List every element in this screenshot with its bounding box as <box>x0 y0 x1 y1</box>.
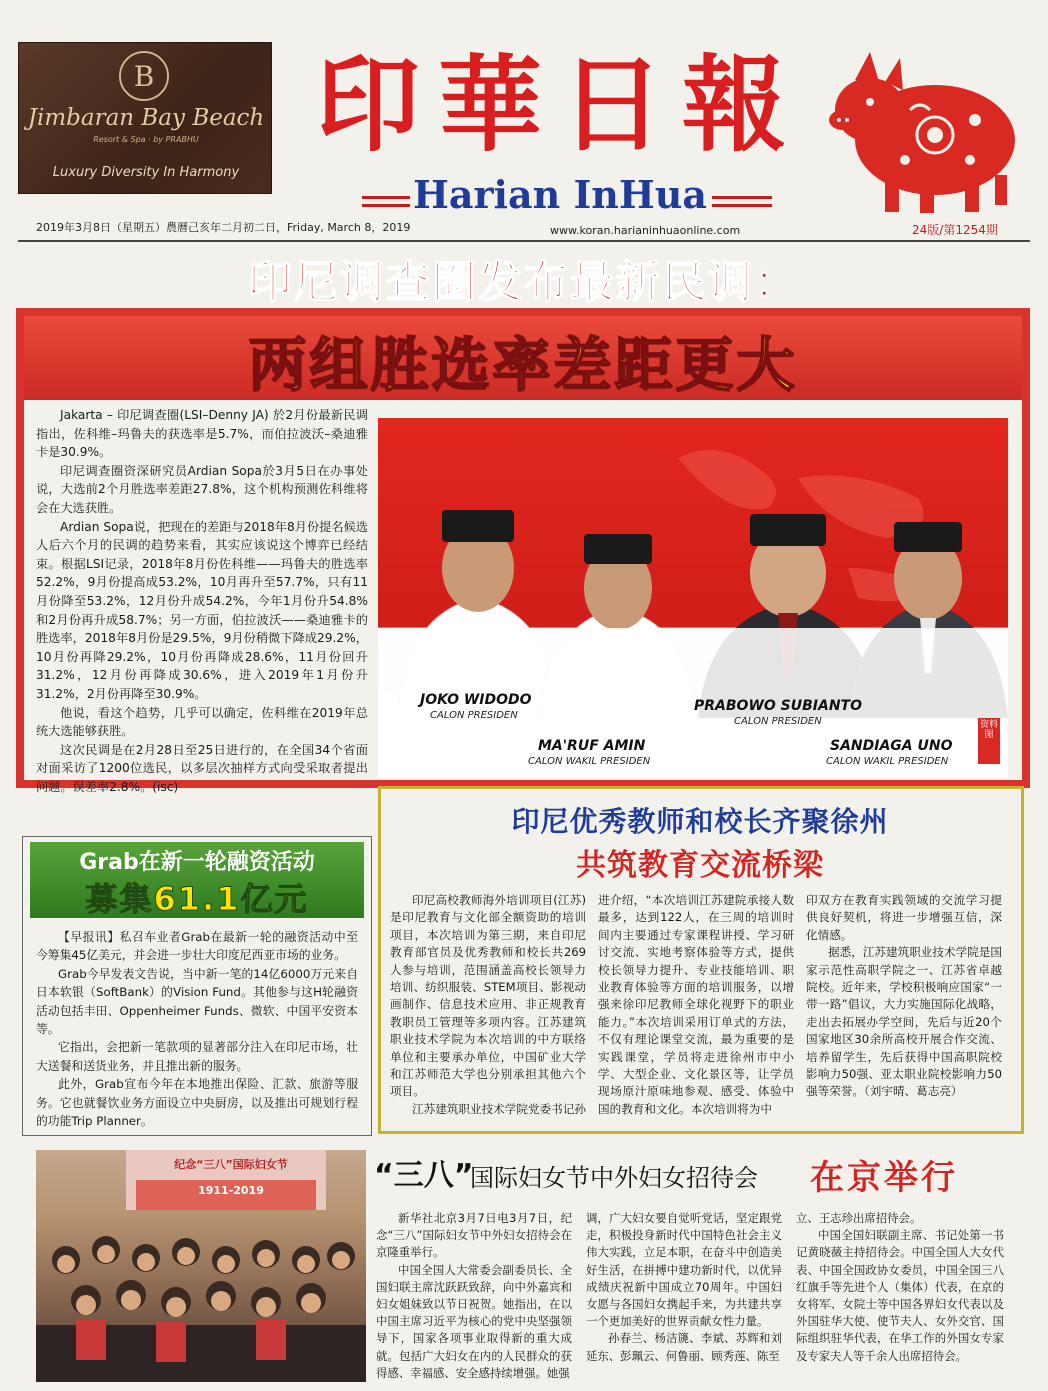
masthead-divider <box>18 240 1030 242</box>
candidates-photo <box>378 418 1008 778</box>
womens-day-paragraph: 调，广大妇女要自觉听党话，坚定跟党走，积极投身新时代中国特色社会主义伟大实践，立足本职，在奋斗中创造美好生活，在拼搏中建功新时代，以优异成绩庆祝新中国成立70周年。中国妇女愿与各国妇女携起手来，为共建共享一个更加美好的世界贡献女性力量。 <box>586 1211 782 1329</box>
education-paragraph: 印双方在教育实践领域的交流学习提供良好契机，将进一步增强互信，深化情感。 <box>806 893 1002 942</box>
candidates-illustration <box>378 418 1008 778</box>
photo-credit-stamp: 资料图 <box>979 720 998 740</box>
womens-day-headline-red: 在京举行 <box>810 1158 958 1198</box>
candidate-name: SANDIAGA UNO <box>830 738 953 754</box>
website-url: www.koran.harianinhuaonline.com <box>550 224 741 237</box>
lead-paragraph: 这次民调是在2月28日至25日进行的，在全国34个省面对面采访了1200位选民，以多层次抽样方式向受采取者提出问题。误差率2.8%。(isc) <box>36 742 368 794</box>
hotel-advertisement <box>18 42 272 194</box>
newspaper-title: 印華日報 <box>315 43 804 166</box>
lead-story-body <box>36 406 368 796</box>
hotel-logo: B <box>119 51 169 101</box>
candidate-role: CALON PRESIDEN <box>734 716 822 727</box>
womens-day-headline-quote: “三八” <box>374 1158 474 1193</box>
education-column-3 <box>806 892 1002 1101</box>
candidate-role: CALON WAKIL PRESIDEN <box>528 756 651 767</box>
candidate-role: CALON PRESIDEN <box>430 710 518 721</box>
grab-subheadline: 募集61.1亿元 <box>85 880 309 918</box>
lead-paragraph: 印尼调查圈资深研究员Ardian Sopa於3月5日在办事处说，大选前2个月胜选率差距27.8%，这个机构预测佐科维将会在大选获胜。 <box>36 463 368 515</box>
womens-day-headline: 国际妇女节中外妇女招待会 <box>470 1164 758 1192</box>
grab-paragraph: Grab今早发表文告说，当中新一笔的14亿6000万元来自日本软银（SoftBank）的Vision Fund。其他参与这H轮融资活动包括丰田、Oppenheimer Funds、微软、中国平安资本等。 <box>36 966 358 1037</box>
photo-banner-years: 1911-2019 <box>198 1184 264 1197</box>
womens-day-column-2 <box>586 1210 782 1365</box>
womens-day-column-1 <box>376 1210 572 1382</box>
grab-paragraph: 此外，Grab宣布今年在本地推出保险、汇款、旅游等服务。它也就餐饮业务方面设立中央厨房，以及推出可规划行程的功能Trip Planner。 <box>36 1077 358 1129</box>
title-rule-right <box>712 196 772 199</box>
education-subheadline: 共筑教育交流桥梁 <box>576 848 824 883</box>
lead-paragraph: Jakarta – 印尼调查圈(LSI–Denny JA) 於2月份最新民调指出，佐科维–玛鲁夫的获选率是5.7%，而伯拉波沃–桑迪雅卡是30.9%。 <box>36 408 368 460</box>
grab-headline: Grab在新一轮融资活动 <box>79 850 315 875</box>
womens-day-paragraph: 中国全国人大常委会副委员长、全国妇联主席沈跃跃致辞，向中外嘉宾和妇女姐妹致以节日祝贺。她指出，在以中国主席习近平为核心的党中央坚强领导下，国家各项事业取得新的重大成就。包括广大妇女在内的人民群众的获得感、幸福感、安全感持续增强。她强 <box>376 1262 572 1380</box>
education-column-1 <box>390 892 586 1118</box>
womens-day-paragraph: 立、王志珍出席招待会。 <box>796 1211 922 1225</box>
lead-paragraph: Ardian Sopa说，把现在的差距与2018年8月份提名候选人后六个月的民调的趋势来看，其实应该说这个博弈已经结束。根据LSI记录，2018年8月份佐科维——玛鲁夫的胜选率52.2%，9月份提高成53.2%，10月再升至57.7%，只有11月份降至53.2%，12月份升成54.2%，今年1月份升54.8%和2月份再升成58.7%；另一方面，伯拉波沃——桑迪雅卡的胜选率，2018年8月份是29.5%，9月份稍微下降成29.2%，10月份再降29.2%，10月份再降成28.6%，11月份回升31.2%，12月份再降成30.6%，进入2019年1月份升31.2%，2月份再降至30.9%。 <box>36 519 368 701</box>
education-paragraph: 印尼高校教师海外培训项目(江苏)是印尼教育与文化部全额资助的培训项目，本次培训为第三期，来自印尼教育部官员及优秀教师和校长共269人参与培训，范围涵盖高校长领导力培训、纺织服装、STEM项目、影视动画制作、信息技术应用、非正规教育教职员工管理等多项内容。江苏建筑职业技术学院为本次培训的中方联络单位和主要承办单位，中国矿业大学和江苏师范大学也分别承担其他六个项目。 <box>390 893 586 1099</box>
education-paragraph: 进介绍，“本次培训江苏建院承接人数最多，达到122人，在三周的培训时间内主要通过专家课程讲授、学习研讨交流、实地考察体验等方式，提供校长领导力提升、专业技能培训、职业教育体验等方面的培训服务，以增强来徐印尼教师全球化视野下的职业能力。”本次培训采用订单式的方法，不仅有理论课堂交流，最为重要的是实践课堂，学员将走进徐州市中小学、大型企业、文化景区等，让学员现场原汁原味地参观、感受、体验中国的教育和文化。本次培训将为中 <box>598 893 794 1116</box>
hotel-tagline: Luxury Diversity In Harmony <box>52 165 240 180</box>
candidate-role: CALON WAKIL PRESIDEN <box>826 756 949 767</box>
education-headline: 印尼优秀教师和校长齐聚徐州 <box>511 805 889 838</box>
candidate-name: PRABOWO SUBIANTO <box>694 698 862 714</box>
hotel-name: Jimbaran Bay Beach <box>27 105 265 131</box>
newspaper-title-latin: Harian InHua <box>412 172 708 217</box>
hotel-subtitle: Resort & Spa · by PRABHU <box>93 135 199 144</box>
title-rule-right-2 <box>712 204 772 207</box>
edition-issue: 第1254期 <box>943 223 998 237</box>
pig-papercut-icon <box>815 40 1025 220</box>
candidate-name: MA'RUF AMIN <box>538 738 646 754</box>
womens-day-paragraph: 孙春兰、杨洁篪、李斌、苏辉和刘延东、彭珮云、何鲁丽、顾秀莲、陈至 <box>586 1331 782 1363</box>
edition-info <box>912 221 998 238</box>
education-paragraph: 据悉，江苏建筑职业技术学院是国家示范性高职学院之一、江苏省卓越院校。近年来，学校积极响应国家“一带一路”倡议，大力实施国际化战略，走出去拓展办学空间，先后与近20个国家地区30余所高校开展合作交流、培养留学生，先后获得中国高职院校影响力50强、亚太职业院校影响力50强等荣誉。（刘宇晴、葛志亮） <box>806 945 1002 1099</box>
womens-day-column-3 <box>796 1210 1004 1365</box>
grab-paragraph: 它指出，会把新一笔款项的显著部分注入在印尼市场，壮大送餐和送货业务，并且推出新的服务。 <box>36 1040 358 1073</box>
grab-story-body <box>36 928 358 1130</box>
womens-day-paragraph: 中国全国妇联副主席、书记处第一书记黄晓薇主持招待会。中国全国人大女代表、中国全国政协女委员，中国全国三八红旗手等先进个人（集体）代表，在京的女将军、女院士等中国各界妇女代表以及外国驻华大使、使节夫人、女外交官、国际组织驻华代表，在华工作的外国女专家及专家夫人等千余人出席招待会。 <box>796 1228 1004 1363</box>
photo-banner-text: 纪念“三八”国际妇女节 <box>174 1158 288 1171</box>
education-column-2 <box>598 892 794 1118</box>
womens-day-photo <box>36 1150 366 1382</box>
lead-headline: 两组胜选率差距更大 <box>248 331 798 399</box>
education-paragraph: 江苏建筑职业技术学院党委书记孙 <box>412 1101 586 1116</box>
candidate-name: JOKO WIDODO <box>420 692 532 708</box>
womens-day-paragraph: 新华社北京3月7日电3月7日，纪念“三八”国际妇女节中外妇女招待会在京隆重举行。 <box>376 1211 572 1260</box>
edition-pages: 24版/ <box>912 223 944 237</box>
lead-paragraph: 他说，看这个趋势，几乎可以确定，佐科维在2019年总统大选能够获胜。 <box>36 705 368 739</box>
grab-paragraph: 【早报讯】私召车业者Grab在最新一轮的融资活动中至今筹集45亿美元，并会进一步壮大印度尼西亚市场的业务。 <box>36 930 358 963</box>
issue-date: 2019年3月8日（星期五）農曆己亥年二月初二日，Friday, March 8，2019 <box>36 221 411 234</box>
lead-headline-kicker: 印尼调查圈发布最新民调： <box>248 257 800 308</box>
